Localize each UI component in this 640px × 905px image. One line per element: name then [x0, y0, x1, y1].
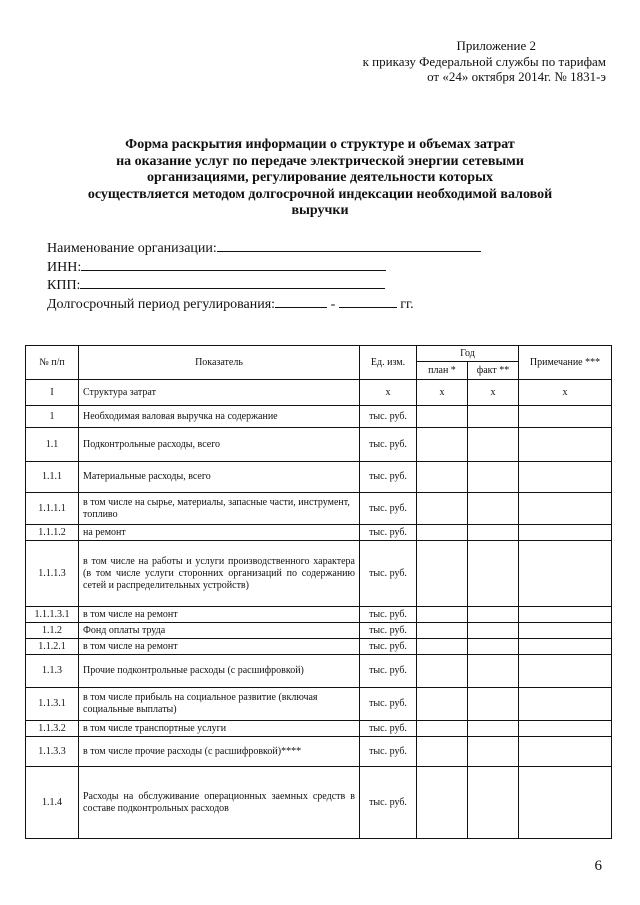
row-note[interactable]: [519, 428, 612, 462]
row-fact[interactable]: х: [468, 380, 519, 406]
table-row: [26, 462, 612, 493]
row-note[interactable]: [519, 525, 612, 541]
row-plan[interactable]: [417, 406, 468, 428]
kpp-label: КПП:: [47, 278, 81, 293]
row-plan[interactable]: [417, 767, 468, 839]
header-indicator: Показатель: [79, 346, 360, 380]
row-num: 1.1.1.3: [26, 541, 79, 607]
row-unit: тыс. руб.: [360, 639, 417, 655]
row-fact[interactable]: [468, 493, 519, 525]
row-plan[interactable]: [417, 428, 468, 462]
row-label: в том числе транспортные услуги: [79, 721, 360, 737]
row-fact[interactable]: [468, 607, 519, 623]
period-dash: -: [330, 296, 336, 312]
row-label: Прочие подконтрольные расходы (с расшифровкой): [79, 655, 360, 688]
row-plan[interactable]: [417, 493, 468, 525]
period-start-blank[interactable]: [275, 295, 327, 308]
inn-row: [47, 258, 481, 277]
kpp-blank[interactable]: [80, 276, 385, 289]
table-header-row: [26, 346, 612, 362]
row-num: 1.1.4: [26, 767, 79, 839]
row-note[interactable]: [519, 623, 612, 639]
row-note[interactable]: [519, 607, 612, 623]
org-name-blank[interactable]: [217, 239, 481, 252]
row-fact[interactable]: [468, 721, 519, 737]
row-label: Материальные расходы, всего: [79, 462, 360, 493]
period-label: Долгосрочный период регулирования:: [47, 296, 276, 312]
form-title-line: осуществляется методом долгосрочной индексации необходимой валовой: [87, 186, 553, 202]
row-unit: тыс. руб.: [360, 607, 417, 623]
page-number: 6: [594, 858, 602, 874]
row-unit: тыс. руб.: [360, 541, 417, 607]
appendix-title: Приложение 2: [456, 38, 536, 53]
row-fact[interactable]: [468, 428, 519, 462]
row-plan[interactable]: [417, 462, 468, 493]
row-plan[interactable]: [417, 525, 468, 541]
row-label: в том числе прибыль на социальное развитие (включая социальные выплаты): [79, 688, 360, 721]
row-label: Фонд оплаты труда: [79, 623, 360, 639]
row-unit: тыс. руб.: [360, 462, 417, 493]
row-num: 1.1.1.3.1: [26, 607, 79, 623]
form-title-line: организациями, регулирование деятельности которых: [146, 170, 494, 185]
header-unit: Ед. изм.: [360, 346, 417, 380]
org-name-label: Наименование организации:: [47, 241, 217, 256]
header-fact: факт **: [468, 362, 519, 380]
period-row: [47, 295, 481, 314]
row-num: 1.1.3.1: [26, 688, 79, 721]
row-label: на ремонт: [79, 525, 360, 541]
row-num: 1.1.1.1: [26, 493, 79, 525]
row-num: 1.1.1: [26, 462, 79, 493]
row-fact[interactable]: [468, 462, 519, 493]
table-row: [26, 428, 612, 462]
row-fact[interactable]: [468, 655, 519, 688]
form-title-line: на оказание услуг по передаче электрической энергии сетевыми: [116, 153, 524, 169]
row-fact[interactable]: [468, 639, 519, 655]
inn-label: ИНН:: [47, 259, 82, 275]
table-row: [26, 655, 612, 688]
table-row: [26, 721, 612, 737]
row-unit: тыс. руб.: [360, 623, 417, 639]
row-plan[interactable]: [417, 721, 468, 737]
table-row: [26, 767, 612, 839]
table-row: [26, 607, 612, 623]
header-year: Год: [417, 346, 519, 362]
table-row: [26, 688, 612, 721]
header-note: Примечание ***: [519, 346, 612, 380]
row-unit: тыс. руб.: [360, 525, 417, 541]
row-note[interactable]: [519, 406, 612, 428]
table-row: [26, 406, 612, 428]
appendix-header: [363, 38, 606, 85]
row-plan[interactable]: [417, 607, 468, 623]
table-row: [26, 541, 612, 607]
organization-fields: [47, 239, 481, 313]
row-unit: тыс. руб.: [360, 767, 417, 839]
row-fact[interactable]: [468, 688, 519, 721]
row-note[interactable]: [519, 639, 612, 655]
row-note[interactable]: [519, 688, 612, 721]
row-label: в том числе на ремонт: [79, 607, 360, 623]
row-unit: тыс. руб.: [360, 493, 417, 525]
row-label: в том числе на работы и услуги производственного характера (в том числе услуги сторонних организаций по содержанию сетей и распределительных устройств): [79, 541, 360, 607]
row-fact[interactable]: [468, 737, 519, 767]
row-unit: тыс. руб.: [360, 655, 417, 688]
row-plan[interactable]: [417, 737, 468, 767]
appendix-order-ref: к приказу Федеральной службы по тарифам: [362, 53, 606, 69]
row-note[interactable]: [519, 462, 612, 493]
row-fact[interactable]: [468, 406, 519, 428]
row-label: в том числе на сырье, материалы, запасные части, инструмент, топливо: [79, 493, 360, 525]
kpp-row: [47, 276, 481, 295]
form-title-line: выручки: [291, 203, 349, 218]
table-row: [26, 623, 612, 639]
row-num: 1.1.3.2: [26, 721, 79, 737]
row-unit: х: [360, 380, 417, 406]
row-plan[interactable]: х: [417, 380, 468, 406]
table-row: [26, 737, 612, 767]
row-unit: тыс. руб.: [360, 721, 417, 737]
row-plan[interactable]: [417, 639, 468, 655]
row-fact[interactable]: [468, 525, 519, 541]
org-name-row: [47, 239, 481, 258]
row-num: 1.1.2.1: [26, 639, 79, 655]
row-num: 1.1.1.2: [26, 525, 79, 541]
table-row: [26, 525, 612, 541]
row-label: Подконтрольные расходы, всего: [79, 428, 360, 462]
row-fact[interactable]: [468, 541, 519, 607]
row-label: Необходимая валовая выручка на содержание: [79, 406, 360, 428]
row-note[interactable]: [519, 737, 612, 767]
row-plan[interactable]: [417, 655, 468, 688]
row-num: I: [26, 380, 79, 406]
header-plan: план *: [417, 362, 468, 380]
row-unit: тыс. руб.: [360, 688, 417, 721]
row-note[interactable]: [519, 721, 612, 737]
appendix-order-date: от «24» октября 2014г. № 1831-э: [427, 69, 606, 84]
row-unit: тыс. руб.: [360, 428, 417, 462]
row-num: 1: [26, 406, 79, 428]
row-note[interactable]: [519, 655, 612, 688]
row-fact[interactable]: [468, 767, 519, 839]
row-label: Структура затрат: [79, 380, 360, 406]
row-num: 1.1.3: [26, 655, 79, 688]
cost-structure-table: [25, 345, 612, 839]
row-plan[interactable]: [417, 688, 468, 721]
table-row: [26, 493, 612, 525]
row-num: 1.1.3.3: [26, 737, 79, 767]
row-label: в том числе прочие расходы (с расшифровкой)****: [79, 737, 360, 767]
row-note[interactable]: [519, 493, 612, 525]
row-num: 1.1.2: [26, 623, 79, 639]
form-title: [60, 137, 580, 220]
row-plan[interactable]: [417, 541, 468, 607]
row-label: Расходы на обслуживание операционных заемных средств в составе подконтрольных расходов: [79, 767, 360, 839]
row-label: в том числе на ремонт: [79, 639, 360, 655]
header-num: № п/п: [26, 346, 79, 380]
form-title-line: Форма раскрытия информации о структуре и объемах затрат: [125, 137, 515, 152]
row-note[interactable]: [519, 541, 612, 607]
period-suffix: гг.: [400, 296, 414, 312]
inn-blank[interactable]: [81, 258, 386, 271]
row-note[interactable]: х: [519, 380, 612, 406]
table-row: [26, 380, 612, 406]
row-note[interactable]: [519, 767, 612, 839]
row-unit: тыс. руб.: [360, 406, 417, 428]
table-row: [26, 639, 612, 655]
period-end-blank[interactable]: [339, 295, 397, 308]
row-fact[interactable]: [468, 623, 519, 639]
row-num: 1.1: [26, 428, 79, 462]
row-plan[interactable]: [417, 623, 468, 639]
row-unit: тыс. руб.: [360, 737, 417, 767]
